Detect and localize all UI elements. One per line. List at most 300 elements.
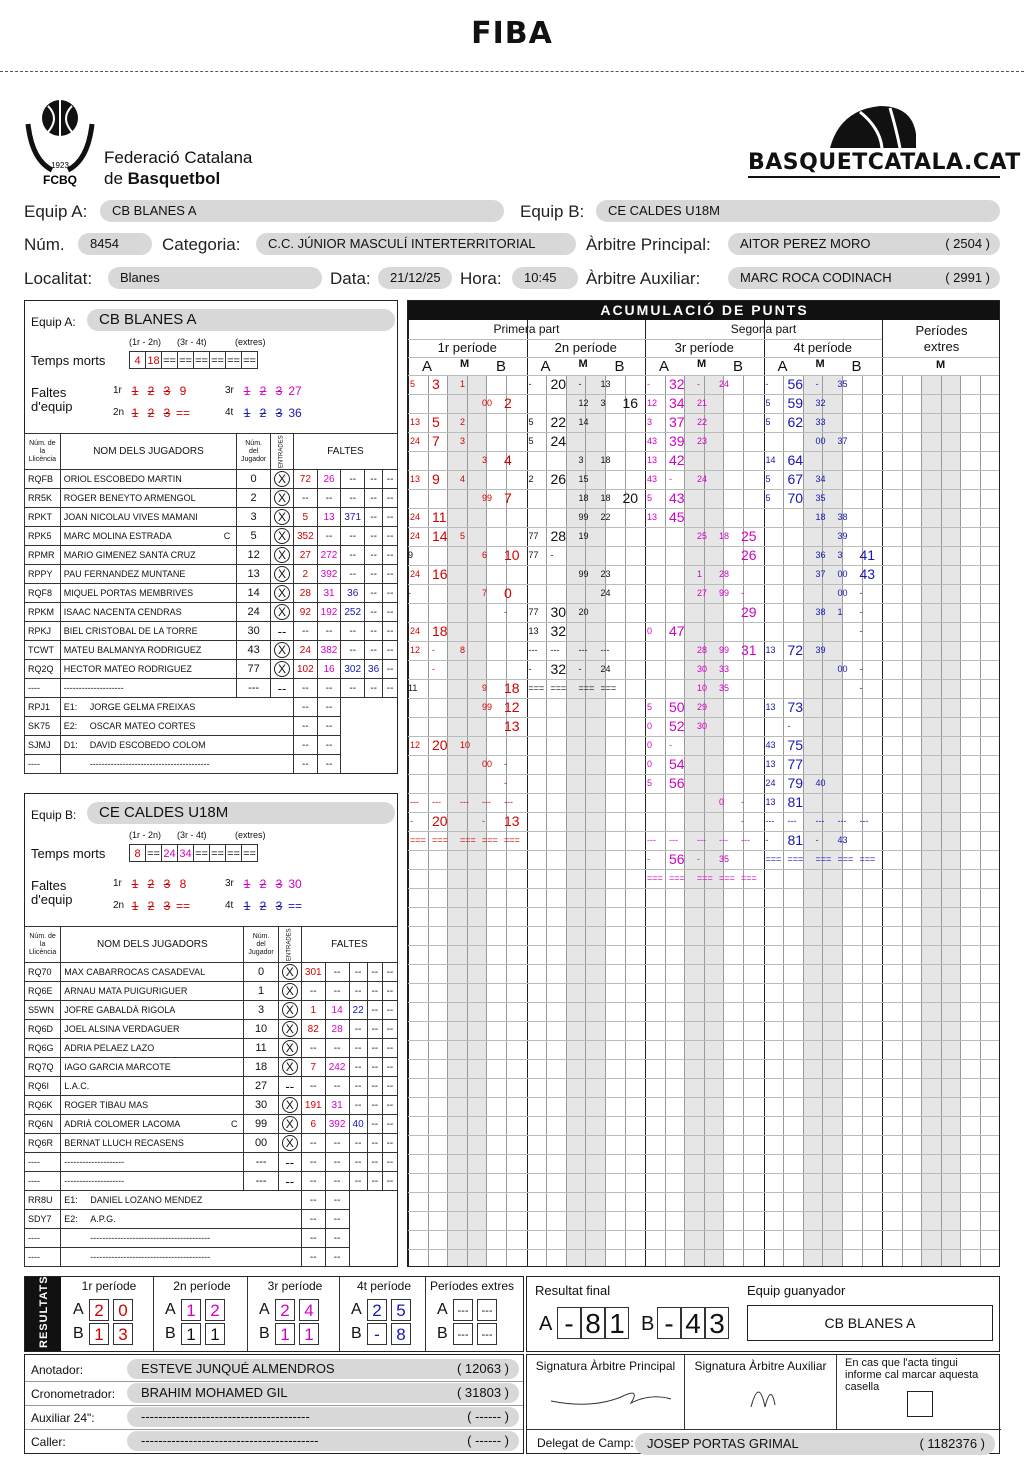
player-foul[interactable]: 13: [317, 508, 341, 527]
report-checkbox[interactable]: [907, 1391, 933, 1417]
score-entry[interactable]: 24: [410, 626, 421, 636]
player-foul[interactable]: 31: [325, 1096, 349, 1115]
score-entry[interactable]: -: [859, 607, 863, 617]
result-b-digit[interactable]: -: [367, 1323, 387, 1345]
result-b-digit[interactable]: ---: [453, 1323, 473, 1345]
result-b-digit[interactable]: 1: [205, 1323, 225, 1345]
player-foul[interactable]: 24: [293, 641, 317, 660]
player-foul[interactable]: --: [341, 679, 365, 698]
score-entry[interactable]: 30: [550, 604, 567, 620]
staff-foul-cell[interactable]: [341, 755, 365, 774]
player-foul[interactable]: 191: [301, 1096, 325, 1115]
score-entry[interactable]: 56: [669, 851, 685, 867]
score-entry[interactable]: -: [697, 379, 700, 389]
score-entry[interactable]: 00: [837, 664, 848, 674]
score-entry[interactable]: 39: [815, 645, 826, 655]
player-foul[interactable]: --: [382, 1077, 397, 1096]
player-foul[interactable]: --: [382, 1134, 397, 1153]
score-entry[interactable]: 28: [550, 528, 567, 544]
score-entry[interactable]: 20: [622, 490, 639, 506]
score-entry[interactable]: 77: [528, 607, 539, 617]
hora-field[interactable]: 10:45: [512, 267, 578, 289]
player-entry[interactable]: [270, 584, 293, 603]
score-entry[interactable]: ---: [741, 835, 750, 845]
player-foul[interactable]: --: [365, 565, 383, 584]
team-foul-cell[interactable]: 3: [275, 384, 283, 398]
score-entry[interactable]: ---: [859, 816, 869, 826]
result-a-digit[interactable]: ---: [477, 1299, 497, 1321]
player-foul[interactable]: --: [341, 641, 365, 660]
score-entry[interactable]: 5: [647, 778, 653, 788]
score-entry[interactable]: 99: [578, 512, 589, 522]
score-entry[interactable]: 18: [432, 623, 448, 639]
player-foul[interactable]: --: [301, 1134, 325, 1153]
score-entry[interactable]: ===: [528, 683, 545, 693]
score-entry[interactable]: 73: [787, 699, 804, 715]
score-entry[interactable]: ---: [528, 645, 538, 655]
player-foul[interactable]: --: [365, 679, 383, 698]
score-entry[interactable]: 0: [647, 626, 653, 636]
official-field[interactable]: [127, 1431, 519, 1451]
score-entry[interactable]: 39: [669, 433, 685, 449]
player-foul[interactable]: --: [367, 1172, 382, 1191]
score-entry[interactable]: 18: [600, 493, 611, 503]
player-foul[interactable]: --: [382, 982, 397, 1001]
player-foul[interactable]: --: [293, 679, 317, 698]
player-foul[interactable]: --: [367, 982, 382, 1001]
score-entry[interactable]: 99: [578, 569, 589, 579]
player-foul[interactable]: 6: [301, 1115, 325, 1134]
player-foul[interactable]: 36: [365, 660, 383, 679]
score-entry[interactable]: 18: [815, 512, 826, 522]
player-foul[interactable]: --: [365, 622, 383, 641]
score-entry[interactable]: 9: [408, 550, 414, 560]
staff-foul-cell[interactable]: --: [325, 1248, 349, 1267]
player-foul[interactable]: --: [325, 963, 349, 982]
player-foul[interactable]: --: [325, 1039, 349, 1058]
player-foul[interactable]: --: [349, 1039, 367, 1058]
player-foul[interactable]: --: [293, 622, 317, 641]
score-entry[interactable]: 20: [432, 813, 448, 829]
score-entry[interactable]: -: [741, 816, 744, 826]
player-entry[interactable]: [270, 489, 293, 508]
score-entry[interactable]: 42: [669, 452, 685, 468]
score-entry[interactable]: -: [528, 664, 532, 674]
player-entry[interactable]: [278, 1001, 301, 1020]
score-entry[interactable]: 24: [765, 778, 776, 788]
player-foul[interactable]: 302: [341, 660, 365, 679]
score-entry[interactable]: -: [578, 379, 582, 389]
score-entry[interactable]: 79: [787, 775, 804, 791]
player-entry[interactable]: --: [278, 1172, 301, 1191]
categoria-field[interactable]: C.C. JÚNIOR MASCULÍ INTERTERRITORIAL: [256, 233, 576, 255]
player-entry[interactable]: [270, 508, 293, 527]
score-entry[interactable]: -: [408, 588, 411, 598]
player-foul[interactable]: 28: [293, 584, 317, 603]
player-entry[interactable]: [278, 1058, 301, 1077]
result-a-digit[interactable]: 2: [367, 1299, 387, 1321]
score-entry[interactable]: 26: [550, 471, 567, 487]
score-entry[interactable]: ===: [410, 835, 426, 845]
score-entry[interactable]: 7: [432, 433, 440, 449]
player-foul[interactable]: --: [365, 527, 383, 546]
score-entry[interactable]: 5: [765, 493, 771, 503]
player-foul[interactable]: --: [367, 1020, 382, 1039]
score-entry[interactable]: 14: [765, 455, 776, 465]
player-foul[interactable]: --: [341, 470, 365, 489]
result-a-digit[interactable]: 2: [275, 1299, 295, 1321]
player-foul[interactable]: --: [341, 489, 365, 508]
score-entry[interactable]: 50: [669, 699, 685, 715]
score-entry[interactable]: 10: [504, 547, 520, 563]
result-b-digit[interactable]: 1: [89, 1323, 109, 1345]
score-entry[interactable]: 32: [550, 661, 567, 677]
score-entry[interactable]: 00: [482, 759, 493, 769]
player-foul[interactable]: --: [341, 527, 365, 546]
score-entry[interactable]: 81: [787, 794, 804, 810]
score-entry[interactable]: 99: [482, 702, 493, 712]
player-foul[interactable]: 392: [325, 1115, 349, 1134]
player-foul[interactable]: --: [383, 584, 398, 603]
team-foul-cell[interactable]: ==: [175, 406, 190, 420]
score-entry[interactable]: 7: [504, 490, 512, 506]
score-entry[interactable]: -: [504, 759, 507, 769]
score-entry[interactable]: 13: [600, 379, 611, 389]
num-field[interactable]: 8454: [78, 233, 152, 255]
score-entry[interactable]: 8: [460, 645, 466, 655]
staff-foul-cell[interactable]: --: [325, 1229, 349, 1248]
score-entry[interactable]: 27: [697, 588, 708, 598]
player-foul[interactable]: --: [382, 1153, 397, 1172]
timeout-cell[interactable]: ==: [145, 844, 162, 862]
score-entry[interactable]: -: [432, 664, 435, 674]
team-foul-cell[interactable]: 2: [259, 384, 267, 398]
score-entry[interactable]: -: [504, 778, 507, 788]
staff-foul-cell[interactable]: --: [317, 736, 341, 755]
staff-foul-cell[interactable]: [383, 717, 398, 736]
score-entry[interactable]: ---: [550, 645, 560, 655]
score-entry[interactable]: ---: [460, 797, 469, 807]
staff-foul-cell[interactable]: --: [325, 1210, 349, 1229]
score-entry[interactable]: 32: [815, 398, 826, 408]
score-entry[interactable]: 5: [528, 436, 534, 446]
team-foul-cell[interactable]: 2: [147, 406, 155, 420]
player-foul[interactable]: 82: [301, 1020, 325, 1039]
score-entry[interactable]: 38: [815, 607, 826, 617]
data-field[interactable]: 21/12/25: [378, 267, 452, 289]
player-foul[interactable]: --: [383, 508, 398, 527]
score-entry[interactable]: 0: [504, 585, 512, 601]
score-entry[interactable]: -: [859, 683, 863, 693]
result-b-digit[interactable]: 1: [275, 1323, 295, 1345]
player-foul[interactable]: --: [367, 1001, 382, 1020]
team-foul-cell[interactable]: 2: [147, 899, 155, 913]
player-foul[interactable]: --: [365, 641, 383, 660]
timeout-cell[interactable]: ==: [193, 844, 210, 862]
score-entry[interactable]: 00: [815, 436, 826, 446]
score-entry[interactable]: 13: [765, 759, 776, 769]
score-entry[interactable]: 54: [669, 756, 685, 772]
score-entry[interactable]: 18: [600, 455, 611, 465]
staff-foul-cell[interactable]: --: [301, 1229, 325, 1248]
score-entry[interactable]: 13: [410, 417, 421, 427]
player-entry[interactable]: --: [278, 1153, 301, 1172]
score-entry[interactable]: 77: [528, 531, 539, 541]
timeout-cell[interactable]: ==: [209, 844, 226, 862]
staff-foul-cell[interactable]: --: [301, 1210, 325, 1229]
result-b-digit[interactable]: 8: [391, 1323, 411, 1345]
player-foul[interactable]: --: [365, 489, 383, 508]
staff-foul-cell[interactable]: --: [301, 1191, 325, 1210]
score-entry[interactable]: 18: [578, 493, 589, 503]
result-a-digit[interactable]: ---: [453, 1299, 473, 1321]
score-entry[interactable]: ---: [647, 835, 656, 845]
score-entry[interactable]: 00: [837, 569, 848, 579]
score-entry[interactable]: 3: [432, 376, 440, 392]
player-foul[interactable]: --: [349, 982, 367, 1001]
player-foul[interactable]: --: [325, 1077, 349, 1096]
staff-foul-cell[interactable]: [382, 1248, 397, 1267]
score-entry[interactable]: 43: [647, 436, 658, 446]
score-entry[interactable]: 0: [719, 797, 725, 807]
score-entry[interactable]: 1: [837, 607, 843, 617]
player-foul[interactable]: --: [383, 622, 398, 641]
player-foul[interactable]: --: [349, 963, 367, 982]
player-entry[interactable]: [278, 963, 301, 982]
score-entry[interactable]: ---: [837, 816, 847, 826]
score-entry[interactable]: ---: [504, 797, 513, 807]
player-entry[interactable]: [278, 1039, 301, 1058]
arbitre-principal-field[interactable]: AITOR PEREZ MORO ( 2504 ): [728, 233, 1000, 255]
player-foul[interactable]: 22: [349, 1001, 367, 1020]
score-entry[interactable]: ===: [600, 683, 617, 693]
staff-foul-cell[interactable]: [341, 698, 365, 717]
score-entry[interactable]: 5: [765, 398, 771, 408]
score-entry[interactable]: ===: [460, 835, 476, 845]
player-foul[interactable]: 14: [325, 1001, 349, 1020]
score-entry[interactable]: -: [504, 607, 507, 617]
player-foul[interactable]: --: [382, 963, 397, 982]
score-entry[interactable]: -: [859, 664, 863, 674]
player-foul[interactable]: --: [365, 546, 383, 565]
player-foul[interactable]: 27: [293, 546, 317, 565]
timeout-cell[interactable]: ==: [241, 844, 258, 862]
player-foul[interactable]: 371: [341, 508, 365, 527]
team-name-field[interactable]: CE CALDES U18M: [87, 802, 395, 824]
score-entry[interactable]: ===: [504, 835, 520, 845]
score-entry[interactable]: 20: [432, 737, 448, 753]
player-entry[interactable]: [270, 470, 293, 489]
player-entry[interactable]: [278, 1020, 301, 1039]
score-entry[interactable]: ---: [600, 645, 610, 655]
score-entry[interactable]: -: [765, 379, 769, 389]
score-entry[interactable]: 24: [719, 379, 730, 389]
score-entry[interactable]: 14: [578, 417, 589, 427]
player-foul[interactable]: --: [325, 1153, 349, 1172]
score-entry[interactable]: 12: [410, 740, 421, 750]
staff-foul-cell[interactable]: [365, 736, 383, 755]
player-entry[interactable]: --: [278, 1077, 301, 1096]
official-field[interactable]: [127, 1383, 519, 1403]
score-entry[interactable]: 0: [647, 740, 653, 750]
score-entry[interactable]: 28: [697, 645, 708, 655]
score-entry[interactable]: 26: [741, 547, 757, 563]
player-foul[interactable]: --: [367, 1077, 382, 1096]
score-entry[interactable]: 77: [787, 756, 804, 772]
player-entry[interactable]: [278, 1115, 301, 1134]
score-entry[interactable]: 18: [504, 680, 520, 696]
score-entry[interactable]: 3: [578, 455, 584, 465]
winner-field[interactable]: CB BLANES A: [747, 1305, 993, 1341]
score-entry[interactable]: 99: [719, 588, 730, 598]
score-entry[interactable]: 3: [647, 417, 653, 427]
timeout-cell[interactable]: ==: [209, 351, 226, 369]
score-entry[interactable]: ---: [815, 816, 825, 826]
timeout-cell[interactable]: ==: [193, 351, 210, 369]
result-b-digit[interactable]: 1: [299, 1323, 319, 1345]
player-foul[interactable]: --: [349, 1058, 367, 1077]
team-foul-cell[interactable]: 3: [275, 899, 283, 913]
score-entry[interactable]: 00: [837, 588, 848, 598]
player-foul[interactable]: --: [367, 1096, 382, 1115]
player-entry[interactable]: [270, 641, 293, 660]
score-entry[interactable]: -: [859, 626, 863, 636]
score-entry[interactable]: 24: [410, 436, 421, 446]
team-foul-cell[interactable]: 2: [147, 877, 155, 891]
score-entry[interactable]: -: [787, 721, 791, 731]
team-b-field[interactable]: CE CALDES U18M: [596, 200, 1000, 222]
player-foul[interactable]: --: [301, 982, 325, 1001]
staff-foul-cell[interactable]: --: [325, 1191, 349, 1210]
player-foul[interactable]: --: [365, 470, 383, 489]
score-entry[interactable]: 25: [741, 528, 757, 544]
player-foul[interactable]: 252: [341, 603, 365, 622]
score-entry[interactable]: 00: [482, 398, 493, 408]
score-entry[interactable]: 3: [482, 455, 488, 465]
player-foul[interactable]: --: [383, 660, 398, 679]
timeout-cell[interactable]: ==: [225, 351, 242, 369]
timeout-cell[interactable]: 4: [129, 351, 146, 369]
player-entry[interactable]: [270, 546, 293, 565]
timeout-cell[interactable]: ==: [177, 351, 194, 369]
score-entry[interactable]: -: [859, 588, 863, 598]
player-foul[interactable]: --: [301, 1172, 325, 1191]
team-foul-cell[interactable]: 3: [275, 406, 283, 420]
score-entry[interactable]: 10: [697, 683, 708, 693]
team-foul-cell[interactable]: 36: [288, 406, 302, 420]
staff-foul-cell[interactable]: [349, 1191, 367, 1210]
score-entry[interactable]: ===: [815, 854, 832, 864]
player-foul[interactable]: --: [301, 1039, 325, 1058]
player-foul[interactable]: --: [367, 1134, 382, 1153]
score-entry[interactable]: ===: [859, 854, 876, 864]
score-entry[interactable]: 13: [504, 813, 520, 829]
score-entry[interactable]: 30: [697, 664, 708, 674]
score-entry[interactable]: 5: [528, 417, 534, 427]
score-entry[interactable]: ===: [697, 873, 713, 883]
player-foul[interactable]: --: [367, 1115, 382, 1134]
player-foul[interactable]: 72: [293, 470, 317, 489]
score-entry[interactable]: 25: [697, 531, 708, 541]
player-foul[interactable]: --: [367, 1058, 382, 1077]
score-entry[interactable]: 24: [410, 512, 421, 522]
player-foul[interactable]: --: [317, 489, 341, 508]
score-entry[interactable]: 14: [432, 528, 448, 544]
score-entry[interactable]: 99: [719, 645, 730, 655]
score-entry[interactable]: 43: [859, 566, 876, 582]
score-entry[interactable]: ===: [550, 683, 567, 693]
player-entry[interactable]: --: [270, 622, 293, 641]
score-entry[interactable]: -: [815, 379, 819, 389]
player-foul[interactable]: --: [317, 527, 341, 546]
staff-foul-cell[interactable]: --: [317, 698, 341, 717]
team-foul-cell[interactable]: 30: [288, 877, 302, 891]
score-entry[interactable]: -: [765, 835, 769, 845]
score-entry[interactable]: 38: [837, 512, 848, 522]
score-entry[interactable]: 43: [669, 490, 685, 506]
team-foul-cell[interactable]: ==: [175, 899, 190, 913]
score-entry[interactable]: -: [432, 645, 435, 655]
player-foul[interactable]: 2: [293, 565, 317, 584]
score-entry[interactable]: 13: [765, 645, 776, 655]
player-foul[interactable]: 16: [317, 660, 341, 679]
score-entry[interactable]: 24: [550, 433, 567, 449]
staff-foul-cell[interactable]: [367, 1248, 382, 1267]
score-entry[interactable]: 81: [787, 832, 804, 848]
score-entry[interactable]: 12: [410, 645, 421, 655]
score-entry[interactable]: 40: [815, 778, 826, 788]
score-entry[interactable]: 45: [669, 509, 685, 525]
staff-foul-cell[interactable]: [382, 1229, 397, 1248]
player-foul[interactable]: 352: [293, 527, 317, 546]
score-entry[interactable]: 13: [647, 455, 658, 465]
staff-foul-cell[interactable]: [367, 1210, 382, 1229]
score-entry[interactable]: 37: [837, 436, 848, 446]
score-entry[interactable]: -: [669, 740, 672, 750]
player-foul[interactable]: 36: [341, 584, 365, 603]
score-entry[interactable]: ---: [669, 835, 678, 845]
player-foul[interactable]: 382: [317, 641, 341, 660]
player-foul[interactable]: 31: [317, 584, 341, 603]
staff-foul-cell[interactable]: [341, 717, 365, 736]
score-entry[interactable]: 20: [578, 607, 589, 617]
score-entry[interactable]: ===: [578, 683, 595, 693]
player-foul[interactable]: --: [365, 584, 383, 603]
timeout-cell[interactable]: 24: [161, 844, 178, 862]
score-entry[interactable]: -: [578, 664, 582, 674]
score-entry[interactable]: 13: [504, 718, 520, 734]
score-entry[interactable]: ---: [765, 816, 775, 826]
player-foul[interactable]: --: [349, 1172, 367, 1191]
player-foul[interactable]: --: [382, 1172, 397, 1191]
team-foul-cell[interactable]: 1: [243, 899, 251, 913]
player-foul[interactable]: --: [325, 1172, 349, 1191]
player-foul[interactable]: --: [382, 1039, 397, 1058]
team-a-field[interactable]: CB BLANES A: [100, 200, 504, 222]
score-entry[interactable]: 15: [578, 474, 589, 484]
score-entry[interactable]: ===: [765, 854, 782, 864]
player-foul[interactable]: --: [301, 1077, 325, 1096]
staff-foul-cell[interactable]: [367, 1191, 382, 1210]
player-foul[interactable]: --: [382, 1115, 397, 1134]
team-name-field[interactable]: CB BLANES A: [87, 309, 395, 331]
score-entry[interactable]: 12: [504, 699, 520, 715]
score-entry[interactable]: 1: [460, 379, 466, 389]
result-a-digit[interactable]: 2: [89, 1299, 109, 1321]
player-entry[interactable]: [278, 1096, 301, 1115]
staff-foul-cell[interactable]: --: [293, 698, 317, 717]
score-entry[interactable]: 10: [460, 740, 471, 750]
